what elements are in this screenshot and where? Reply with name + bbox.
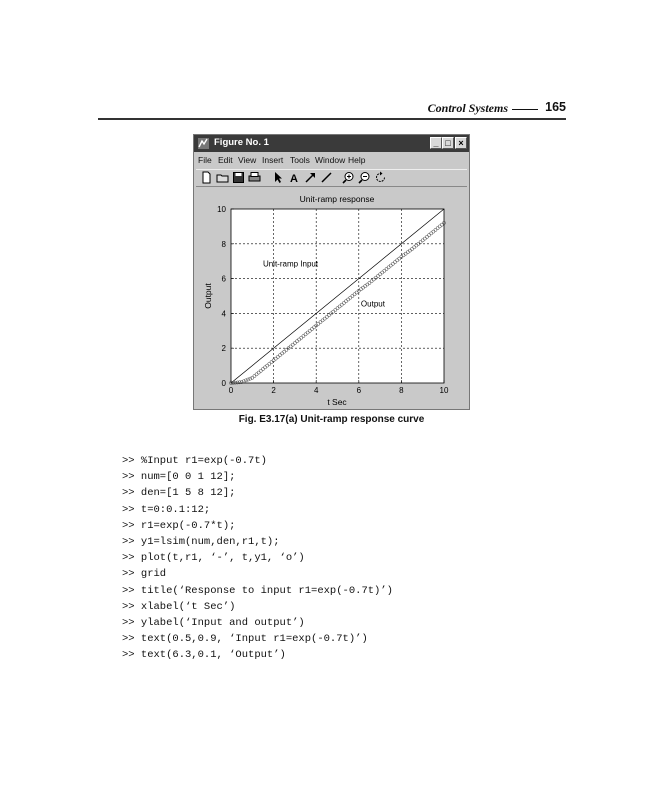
open-folder-icon[interactable] [216, 171, 229, 184]
text-icon[interactable] [288, 171, 301, 184]
window-titlebar[interactable] [194, 135, 469, 152]
code-line: >> xlabel(‘t Sec’) [122, 600, 236, 613]
y-tick-label: 0 [221, 379, 226, 388]
code-line: >> text(0.5,0.9, ‘Input r1=exp(-0.7t)’) [122, 633, 368, 646]
menu-file[interactable]: File [198, 155, 212, 165]
running-head-dash [512, 109, 538, 110]
arrow-icon[interactable] [304, 171, 317, 184]
annotation-output: Output [360, 299, 385, 309]
page-number: 165 [545, 100, 566, 114]
x-tick-label: 6 [356, 386, 362, 395]
svg-text:A: A [290, 173, 298, 184]
x-tick-label: 4 [313, 386, 319, 395]
menu-view[interactable]: View [238, 155, 257, 165]
figure-window [193, 134, 470, 410]
x-tick-label: 0 [228, 386, 234, 395]
y-tick-label: 10 [217, 205, 226, 214]
matlab-icon [198, 138, 209, 149]
zoom-in-icon[interactable] [342, 171, 355, 184]
code-line: >> num=[0 0 1 12]; [122, 471, 236, 484]
code-line: >> grid [122, 568, 167, 581]
x-axis-label: t Sec [327, 397, 347, 407]
toolbar [196, 169, 467, 187]
code-line: >> y1=lsim(num,den,r1,t); [122, 535, 280, 548]
save-icon[interactable] [232, 171, 245, 184]
y-tick-label: 6 [221, 274, 226, 284]
menu-insert[interactable]: Insert [262, 155, 284, 165]
close-icon: × [458, 138, 464, 148]
maximize-button[interactable] [442, 137, 454, 149]
menu-tools[interactable]: Tools [290, 155, 310, 165]
code-block [122, 455, 393, 665]
figure-caption: Fig. E3.17(a) Unit-ramp response curve [238, 414, 425, 425]
maximize-icon: □ [445, 138, 451, 148]
annotation-ramp-input: Unit-ramp Input [262, 259, 319, 269]
new-file-icon[interactable] [200, 171, 213, 184]
minimize-icon: _ [433, 138, 439, 148]
code-line: >> title(‘Response to input r1=exp(-0.7t)’) [122, 584, 393, 597]
window-title: Figure No. 1 [214, 137, 269, 148]
code-line: >> plot(t,r1, ‘-’, t,y1, ‘o’) [122, 552, 305, 565]
y-tick-label: 4 [221, 309, 226, 319]
code-line: >> r1=exp(-0.7*t); [122, 519, 236, 532]
minimize-button[interactable] [430, 137, 442, 149]
menu-help[interactable]: Help [348, 155, 366, 165]
code-line: >> text(6.3,0.1, ‘Output’) [122, 649, 286, 662]
x-tick-label: 10 [439, 386, 449, 395]
arrow-pointer-icon[interactable] [272, 171, 285, 184]
y-axis-label: Output [203, 283, 213, 309]
code-line: >> %Input r1=exp(-0.7t) [122, 455, 267, 467]
x-tick-label: 2 [271, 386, 276, 395]
close-button[interactable] [455, 137, 467, 149]
header-rule [98, 118, 566, 120]
print-icon[interactable] [248, 171, 261, 184]
chart-title: Unit-ramp response [299, 194, 375, 204]
menu-edit[interactable]: Edit [218, 155, 233, 165]
line-icon[interactable] [320, 171, 333, 184]
rotate-icon[interactable] [374, 171, 387, 184]
running-head [98, 100, 566, 118]
y-tick-label: 2 [221, 344, 226, 354]
zoom-out-icon[interactable] [358, 171, 371, 184]
code-line: >> den=[1 5 8 12]; [122, 487, 236, 500]
code-line: >> t=0:0.1:12; [122, 503, 211, 516]
running-head-title: Control Systems [427, 101, 508, 115]
x-tick-label: 8 [399, 386, 404, 395]
code-line: >> ylabel(‘Input and output’) [122, 616, 305, 629]
y-tick-label: 8 [221, 239, 226, 249]
menu-window[interactable]: Window [315, 155, 346, 165]
plot-area [196, 187, 467, 408]
unit-ramp-chart [196, 187, 467, 408]
